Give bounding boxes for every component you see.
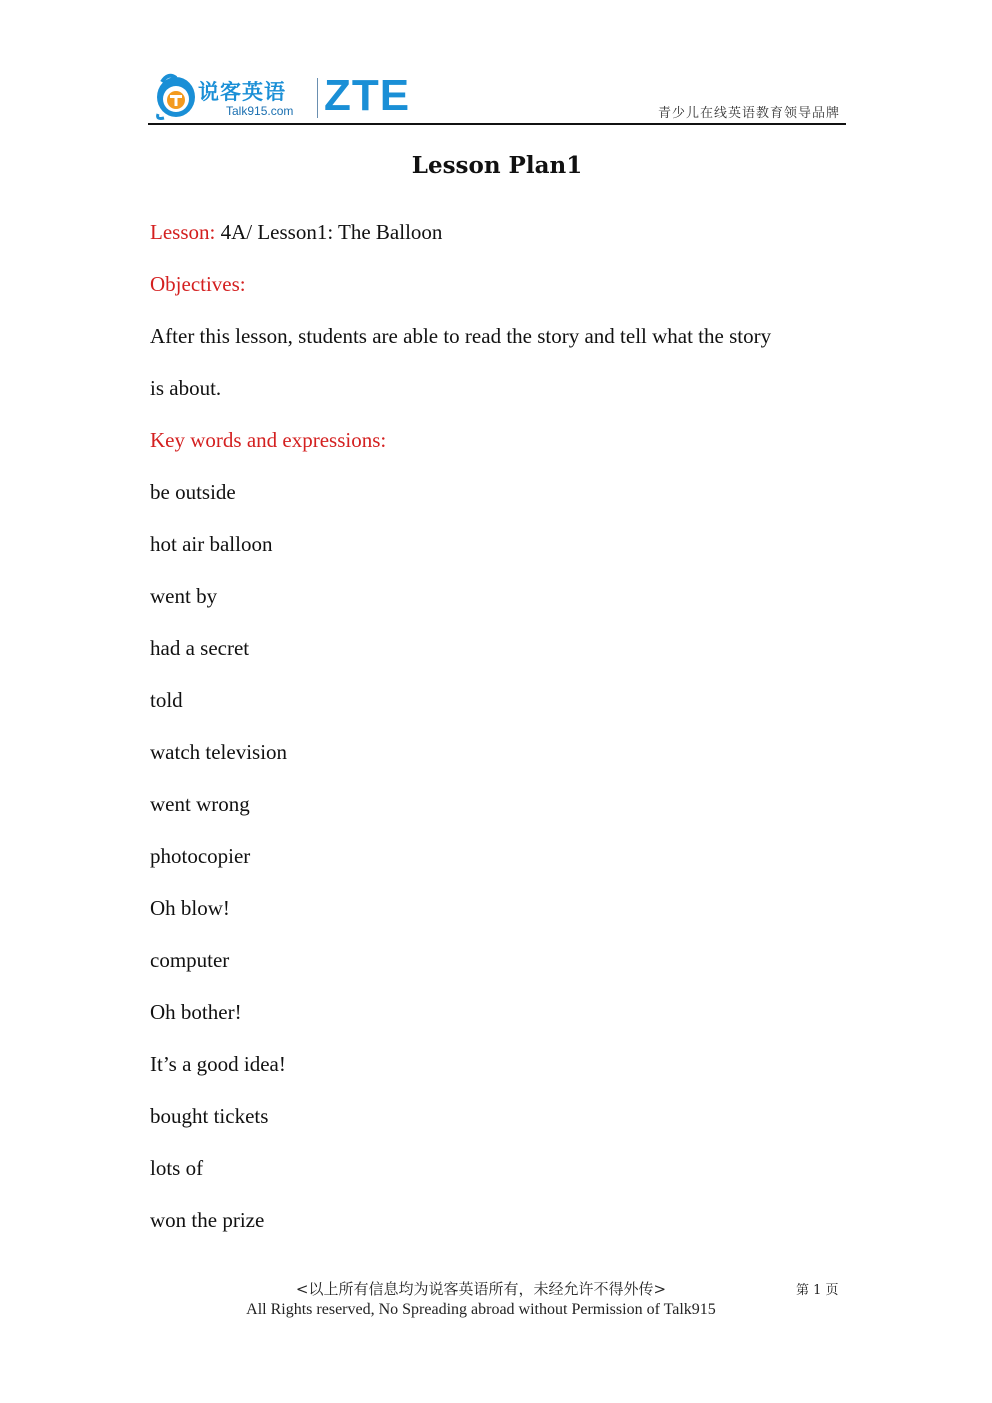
lesson-value: 4A/ Lesson1: The Balloon [215, 220, 443, 244]
footer-notice-english: All Rights reserved, No Spreading abroad without Permission of Talk915 [246, 1301, 716, 1318]
zte-logo: ZTE [324, 71, 411, 120]
objectives-text-line-1: After this lesson, students are able to read the story and tell what the story [150, 324, 772, 348]
key-word-item: won the prize [150, 1208, 265, 1232]
objectives-label: Objectives: [150, 272, 246, 296]
lesson-label: Lesson: [150, 220, 216, 244]
logo-chinese-name: 说客英语 [198, 80, 286, 104]
key-words-label: Key words and expressions: [150, 428, 387, 452]
key-word-item: watch television [150, 740, 288, 764]
key-word-item: Oh bother! [150, 1000, 242, 1024]
key-word-item: hot air balloon [150, 532, 273, 556]
header-rule [148, 123, 846, 125]
key-word-item: photocopier [150, 844, 251, 868]
key-word-item: went by [150, 584, 218, 608]
document-title: Lesson Plan1 [411, 152, 583, 179]
key-word-item: lots of [150, 1156, 204, 1180]
logo-url: Talk915.com [226, 104, 294, 118]
key-word-item: It’s a good idea! [150, 1052, 286, 1076]
talk915-logo [154, 70, 411, 122]
footer-notice-chinese: <以上所有信息均为说客英语所有，未经允许不得外传> [295, 1280, 667, 1298]
key-word-item: went wrong [150, 792, 250, 816]
key-word-item: told [150, 688, 183, 712]
header-tagline: 青少儿在线英语教育领导品牌 [657, 106, 840, 121]
key-word-item: Oh blow! [150, 896, 230, 920]
talk915-mascot-icon [154, 70, 202, 122]
key-word-item: had a secret [150, 636, 250, 660]
lesson-content [150, 206, 846, 1246]
key-word-item: bought tickets [150, 1104, 269, 1128]
lesson-line [150, 206, 846, 258]
key-word-item: be outside [150, 480, 236, 504]
objectives-text-line-2: is about. [150, 376, 222, 400]
logo-divider [317, 78, 318, 118]
key-word-item: computer [150, 948, 230, 972]
page-header [148, 66, 846, 124]
page-number: 第 1 页 [796, 1283, 839, 1298]
